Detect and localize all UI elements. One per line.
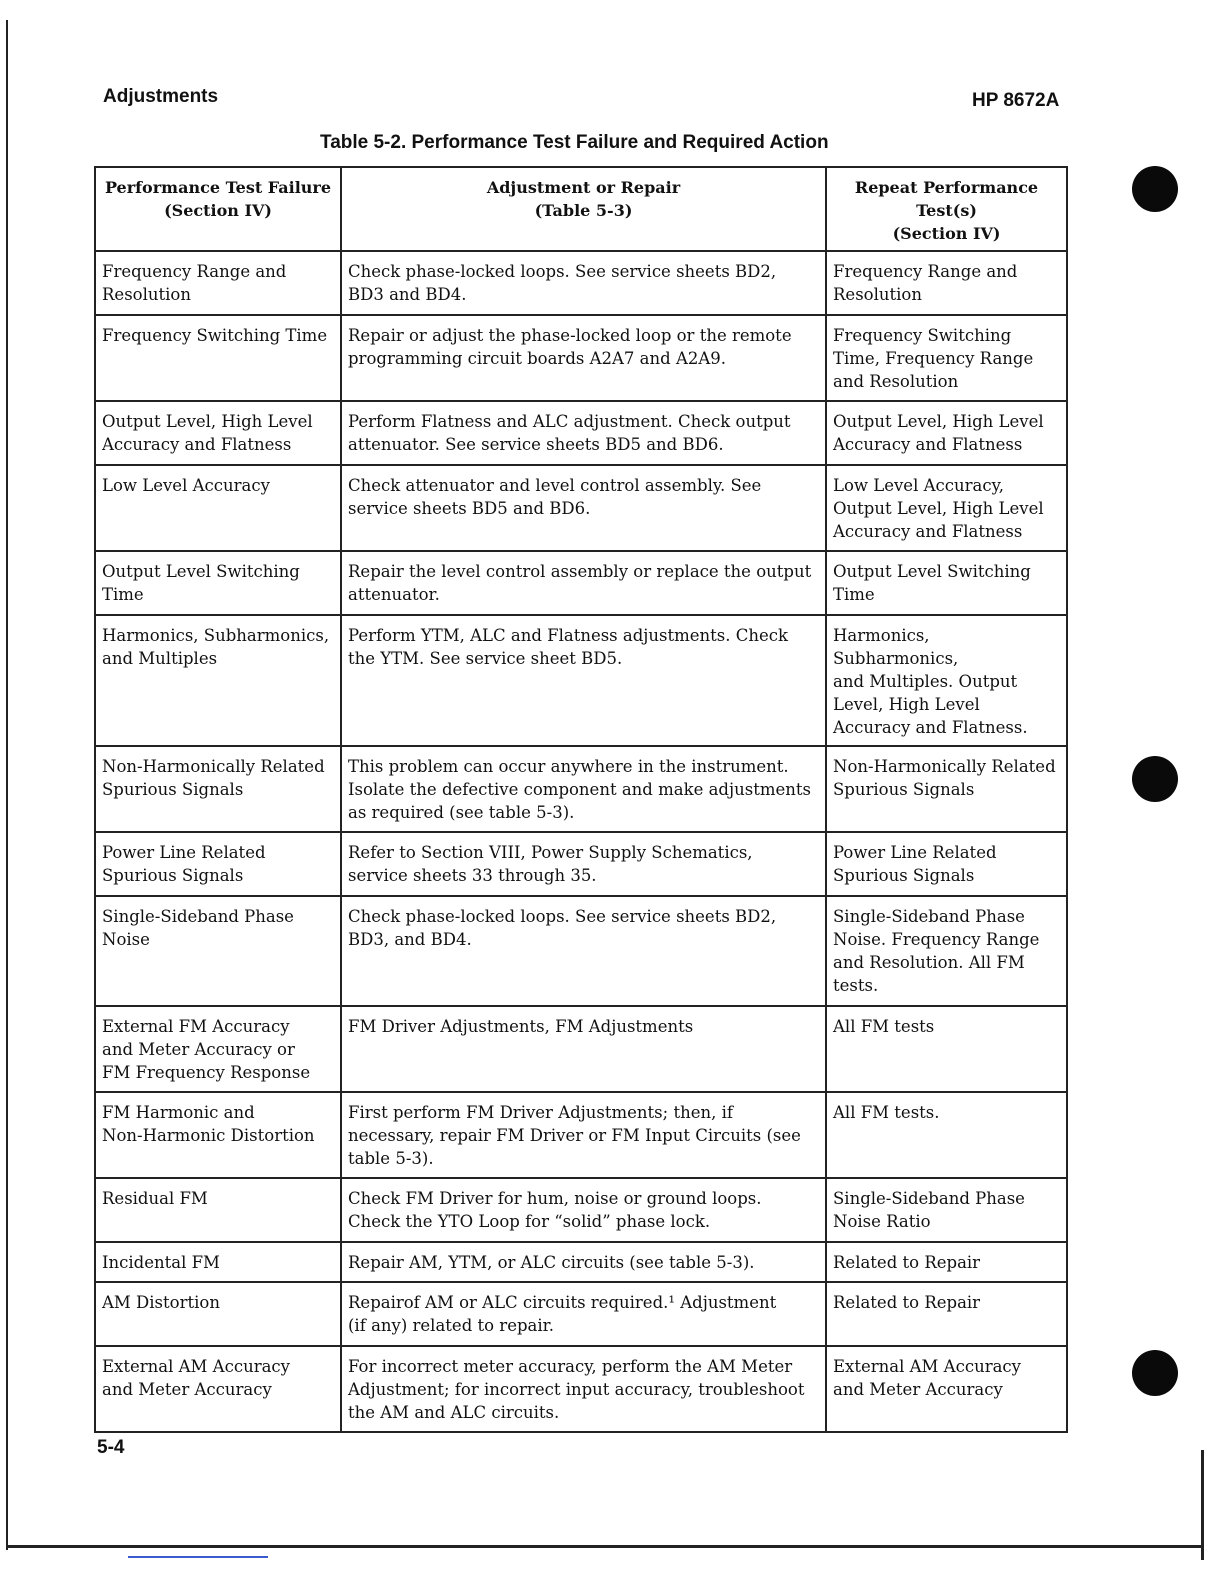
table-cell-failure: Output Level Switching Time (95, 551, 341, 615)
scan-bottom-edge (6, 1545, 1204, 1548)
table-cell-action: Repair AM, YTM, or ALC circuits (see table 5-3). (341, 1242, 826, 1282)
table-cell-action: Check FM Driver for hum, noise or ground loops. Check the YTO Loop for “solid” phase lock. (341, 1178, 826, 1242)
table-row (95, 1282, 1067, 1346)
table-cell-action: Repair or adjust the phase-locked loop or the remote programming circuit boards A2A7 and A2A9. (341, 315, 826, 401)
table-cell-failure: Power Line Related Spurious Signals (95, 832, 341, 896)
table-cell-repeat: Frequency Switching Time, Frequency Range and Resolution (826, 315, 1067, 401)
table-cell-action: Check phase-locked loops. See service sheets BD2, BD3, and BD4. (341, 896, 826, 1006)
binder-hole-bottom (1132, 1350, 1178, 1396)
table-cell-action: Repair the level control assembly or replace the output attenuator. (341, 551, 826, 615)
table-row (95, 401, 1067, 465)
table-cell-failure: Harmonics, Subharmonics, and Multiples (95, 615, 341, 746)
table-cell-repeat: Single-Sideband Phase Noise Ratio (826, 1178, 1067, 1242)
table-cell-failure: Frequency Switching Time (95, 315, 341, 401)
table-cell-failure: Output Level, High Level Accuracy and Flatness (95, 401, 341, 465)
table-cell-failure: Single-Sideband Phase Noise (95, 896, 341, 1006)
table-cell-failure: Low Level Accuracy (95, 465, 341, 551)
table-cell-failure: FM Harmonic and Non-Harmonic Distortion (95, 1092, 341, 1178)
table-cell-action: Check phase-locked loops. See service sheets BD2, BD3 and BD4. (341, 251, 826, 315)
table-cell-failure: AM Distortion (95, 1282, 341, 1346)
table-cell-failure: Frequency Range and Resolution (95, 251, 341, 315)
binder-hole-middle (1132, 756, 1178, 802)
table-cell-repeat: Related to Repair (826, 1282, 1067, 1346)
table-cell-action: First perform FM Driver Adjustments; then, if necessary, repair FM Driver or FM Input Circuits (see table 5-3). (341, 1092, 826, 1178)
column-header-failure: Performance Test Failure (Section IV) (95, 167, 341, 251)
scan-left-edge (6, 20, 8, 1550)
table-cell-repeat: Non-Harmonically Related Spurious Signals (826, 746, 1067, 832)
table-title: Table 5-2. Performance Test Failure and Required Action (320, 132, 829, 153)
table-row (95, 251, 1067, 315)
model-header: HP 8672A (972, 90, 1060, 111)
table-cell-action: Refer to Section VIII, Power Supply Schematics, service sheets 33 through 35. (341, 832, 826, 896)
table-cell-failure: Residual FM (95, 1178, 341, 1242)
table-cell-action: Perform YTM, ALC and Flatness adjustments. Check the YTM. See service sheet BD5. (341, 615, 826, 746)
table-cell-repeat: Power Line Related Spurious Signals (826, 832, 1067, 896)
table-cell-repeat: Output Level, High Level Accuracy and Flatness (826, 401, 1067, 465)
table-row (95, 315, 1067, 401)
table-row (95, 465, 1067, 551)
table-cell-repeat: Low Level Accuracy, Output Level, High Level Accuracy and Flatness (826, 465, 1067, 551)
scan-blue-mark (128, 1556, 268, 1558)
page-number: 5-4 (97, 1437, 125, 1458)
table-cell-failure: Non-Harmonically Related Spurious Signals (95, 746, 341, 832)
table-cell-action: Check attenuator and level control assembly. See service sheets BD5 and BD6. (341, 465, 826, 551)
table-cell-action: Perform Flatness and ALC adjustment. Check output attenuator. See service sheets BD5 and BD6. (341, 401, 826, 465)
table-cell-failure: External AM Accuracy and Meter Accuracy (95, 1346, 341, 1432)
table-cell-repeat: Related to Repair (826, 1242, 1067, 1282)
table-row (95, 1092, 1067, 1178)
table-row (95, 1346, 1067, 1432)
section-header: Adjustments (103, 86, 219, 107)
table-cell-failure: External FM Accuracy and Meter Accuracy or FM Frequency Response (95, 1006, 341, 1092)
table-cell-repeat: External AM Accuracy and Meter Accuracy (826, 1346, 1067, 1432)
table-cell-action: Repairof AM or ALC circuits required.¹ Adjustment (if any) related to repair. (341, 1282, 826, 1346)
performance-test-table (94, 166, 1068, 1433)
table-cell-failure: Incidental FM (95, 1242, 341, 1282)
table-cell-action: For incorrect meter accuracy, perform the AM Meter Adjustment; for incorrect input accuracy, troubleshoot the AM and ALC circuits. (341, 1346, 826, 1432)
binder-hole-top (1132, 166, 1178, 212)
table-cell-action: FM Driver Adjustments, FM Adjustments (341, 1006, 826, 1092)
table-row (95, 551, 1067, 615)
table-cell-repeat: Frequency Range and Resolution (826, 251, 1067, 315)
table-row (95, 1006, 1067, 1092)
table-header-row (95, 167, 1067, 251)
table-row (95, 1178, 1067, 1242)
table-cell-repeat: Single-Sideband Phase Noise. Frequency Range and Resolution. All FM tests. (826, 896, 1067, 1006)
table-cell-repeat: All FM tests (826, 1006, 1067, 1092)
table-cell-action: This problem can occur anywhere in the instrument. Isolate the defective component and make adjustments as required (see table 5-3). (341, 746, 826, 832)
table-row (95, 896, 1067, 1006)
table-row (95, 615, 1067, 746)
column-header-repeat: Repeat Performance Test(s) (Section IV) (826, 167, 1067, 251)
table-row (95, 1242, 1067, 1282)
column-header-action: Adjustment or Repair (Table 5-3) (341, 167, 826, 251)
table-row (95, 746, 1067, 832)
table-cell-repeat: All FM tests. (826, 1092, 1067, 1178)
scan-right-edge (1201, 1450, 1204, 1560)
table-cell-repeat: Output Level Switching Time (826, 551, 1067, 615)
table-row (95, 832, 1067, 896)
table-cell-repeat: Harmonics, Subharmonics, and Multiples. Output Level, High Level Accuracy and Flatness. (826, 615, 1067, 746)
